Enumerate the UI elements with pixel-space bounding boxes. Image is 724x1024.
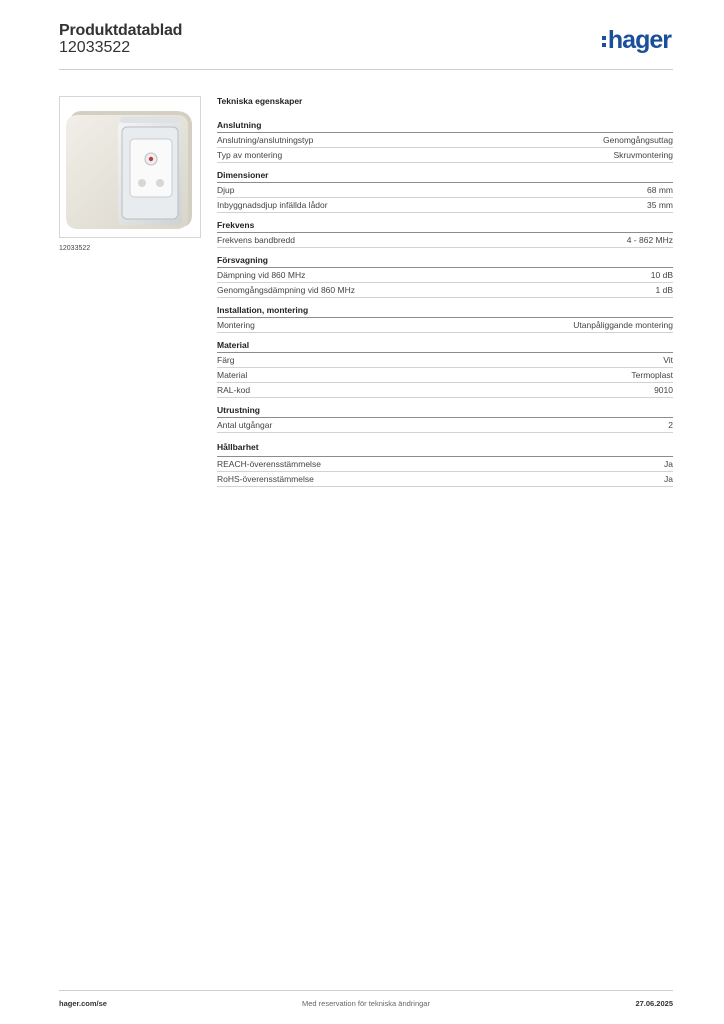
logo-text: hager <box>607 26 671 54</box>
spec-label: Djup <box>217 185 235 195</box>
spec-row <box>217 133 673 148</box>
spec-label: Anslutning/anslutningstyp <box>217 135 314 145</box>
spec-label: Material <box>217 370 248 380</box>
spec-group-title: Material <box>217 333 673 353</box>
spec-group-installation <box>217 298 673 333</box>
spec-label: Antal utgångar <box>217 420 273 430</box>
spec-group-title: Installation, montering <box>217 298 673 318</box>
spec-group-material <box>217 333 673 398</box>
spec-group-dimensioner <box>217 163 673 213</box>
spec-label: REACH-överensstämmelse <box>217 459 321 469</box>
footer-date: 27.06.2025 <box>635 999 673 1008</box>
spec-row <box>217 457 673 472</box>
spec-group-title: Anslutning <box>217 113 673 133</box>
product-image <box>59 96 201 238</box>
spec-label: RAL-kod <box>217 385 251 395</box>
spec-label: Dämpning vid 860 MHz <box>217 270 306 280</box>
spec-group-title: Utrustning <box>217 398 673 418</box>
spec-group-title: Försvagning <box>217 248 673 268</box>
spec-group-anslutning <box>217 113 673 163</box>
spec-label: Frekvens bandbredd <box>217 235 295 245</box>
product-image-caption: 12033522 <box>59 245 91 252</box>
spec-group-frekvens <box>217 213 673 248</box>
footer-website-link[interactable]: hager.com/se <box>59 999 107 1008</box>
spec-label: RoHS-överensstämmelse <box>217 474 314 484</box>
technical-specs <box>217 94 673 487</box>
spec-value: 1 dB <box>655 285 673 295</box>
logo-dots-icon <box>602 36 606 47</box>
spec-value: Genomgångsuttag <box>603 135 673 145</box>
spec-row <box>217 198 673 213</box>
spec-group-title: Dimensioner <box>217 163 673 183</box>
spec-value: Ja <box>664 474 673 484</box>
spec-row <box>217 353 673 368</box>
spec-row <box>217 148 673 163</box>
specs-title: Tekniska egenskaper <box>217 96 303 106</box>
spec-value: Skruvmontering <box>613 150 673 160</box>
spec-value: 35 mm <box>647 200 673 210</box>
spec-row <box>217 183 673 198</box>
spec-value: 9010 <box>654 385 673 395</box>
spec-label: Montering <box>217 320 255 330</box>
page-footer <box>59 990 673 1014</box>
page-header <box>59 22 673 70</box>
footer-disclaimer: Med reservation för tekniska ändringar <box>302 999 430 1008</box>
spec-label: Typ av montering <box>217 150 283 160</box>
spec-value: Termoplast <box>631 370 673 380</box>
spec-value: Vit <box>663 355 673 365</box>
spec-row <box>217 383 673 398</box>
spec-row <box>217 472 673 487</box>
spec-value: 10 dB <box>650 270 673 280</box>
spec-value: Utanpåliggande montering <box>573 320 673 330</box>
spec-row <box>217 283 673 298</box>
document-title: Produktdatablad <box>59 22 183 39</box>
spec-value: 68 mm <box>647 185 673 195</box>
spec-value: 4 - 862 MHz <box>626 235 673 245</box>
spec-group-forsvagning <box>217 248 673 298</box>
spec-row <box>217 233 673 248</box>
spec-value: 2 <box>668 420 673 430</box>
spec-group-hallbarhet <box>217 433 673 487</box>
spec-group-title: Frekvens <box>217 213 673 233</box>
hager-logo <box>602 28 671 53</box>
spec-group-title: Hållbarhet <box>217 433 673 457</box>
product-number: 12033522 <box>59 39 131 56</box>
spec-row <box>217 418 673 433</box>
spec-group-utrustning <box>217 398 673 433</box>
spec-label: Färg <box>217 355 235 365</box>
spec-row <box>217 368 673 383</box>
tv-socket-outlet-icon <box>60 97 201 238</box>
spec-row <box>217 318 673 333</box>
spec-label: Genomgångsdämpning vid 860 MHz <box>217 285 355 295</box>
spec-label: Inbyggnadsdjup infällda lådor <box>217 200 328 210</box>
spec-value: Ja <box>664 459 673 469</box>
spec-row <box>217 268 673 283</box>
